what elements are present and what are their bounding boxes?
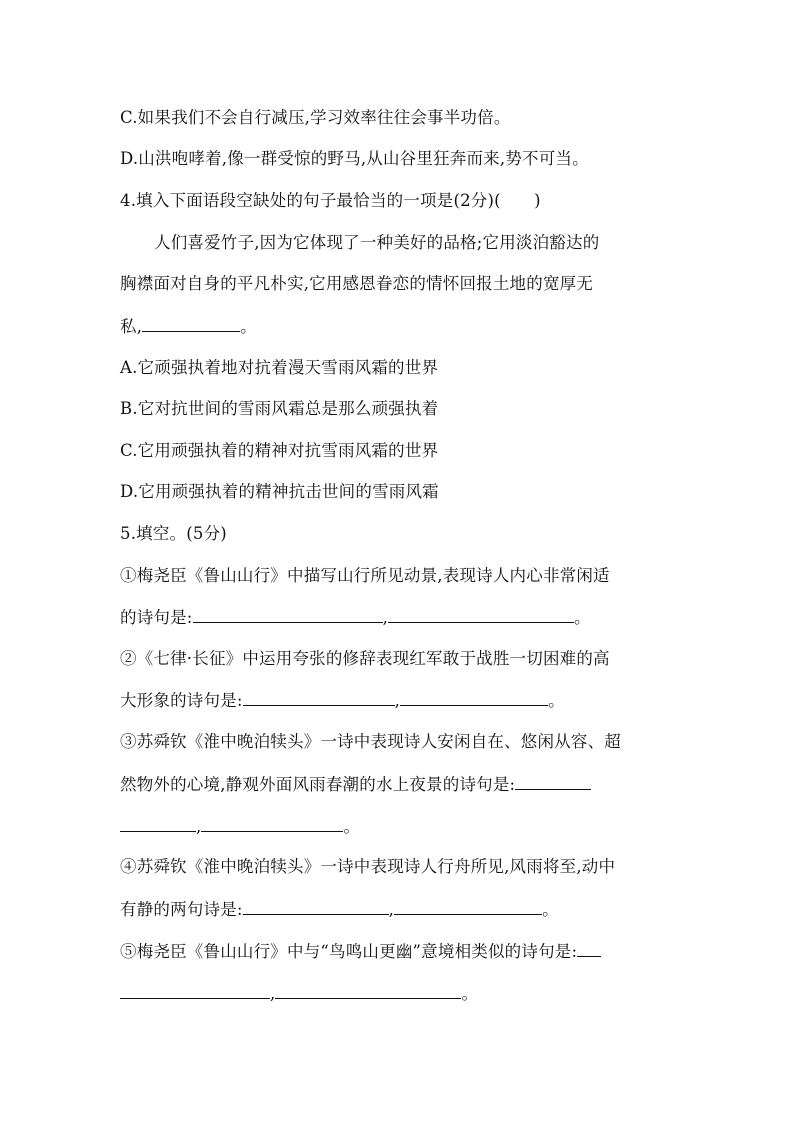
q4-option-a: A.它顽强执着地对抗着漫天雪雨风霜的世界 (120, 358, 439, 377)
q5-item2-line-2 (120, 689, 565, 712)
q5-item1-comma: , (382, 608, 389, 627)
q5-item1-line-2-start: 的诗句是: (120, 608, 193, 627)
q5-item2-line-2-start: 大形象的诗句是: (120, 691, 243, 710)
q5-item2-blank-1[interactable] (243, 689, 395, 706)
q5-item3-line-2-text: 然物外的心境,静观外面风雨春潮的水上夜景的诗句是: (120, 775, 516, 794)
q5-item2-blank-2[interactable] (400, 689, 548, 706)
q5-item2-line-1: ②《七律·长征》中运用夸张的修辞表现红军敢于战胜一切困难的高 (120, 649, 610, 668)
q5-item5-line-1-text: ⑤梅尧臣《鲁山山行》中与“鸟鸣山更幽”意境相类似的诗句是: (120, 942, 578, 961)
q4-passage-line-2: 胸襟面对自身的平凡朴实,它用感恩眷恋的情怀回报土地的宽厚无 (120, 274, 594, 293)
q5-item1-blank-2[interactable] (388, 606, 574, 623)
q5-item4-blank-2[interactable] (394, 898, 542, 915)
q4-stem: 4.填入下面语段空缺处的句子最恰当的一项是(2分)( ) (120, 191, 541, 210)
q4-option-c: C.它用顽强执着的精神对抗雪雨风霜的世界 (120, 441, 439, 460)
q5-item1-line-1: ①梅尧臣《鲁山山行》中描写山行所见动景,表现诗人内心非常闲适 (120, 566, 610, 585)
q5-item3-period: 。 (343, 817, 361, 836)
q5-item1-blank-1[interactable] (193, 606, 383, 623)
q5-item1-period: 。 (574, 608, 591, 627)
q3-option-d: D.山洪咆哮着,像一群受惊的野马,从山谷里狂奔而来,势不可当。 (120, 149, 589, 168)
q5-item4-blank-1[interactable] (243, 898, 389, 915)
q4-answer-blank[interactable] (142, 315, 240, 332)
q5-item4-period: 。 (542, 900, 559, 919)
q5-item3-blank-1a[interactable] (515, 773, 591, 790)
q5-stem: 5.填空。(5分) (120, 524, 227, 543)
q5-item5-comma: , (270, 984, 276, 1003)
q4-passage-line-3 (120, 315, 257, 338)
q4-option-d: D.它用顽强执着的精神抗击世间的雪雨风霜 (120, 482, 439, 501)
q4-passage-line-3-end: 。 (240, 317, 257, 336)
q5-item3-blank-1b[interactable] (120, 815, 196, 832)
q5-item5-line-1 (120, 940, 601, 963)
q4-option-b: B.它对抗世间的雪雨风霜总是那么顽强执着 (120, 399, 439, 418)
q5-item3-comma: , (196, 817, 202, 836)
q5-item4-line-2-start: 有静的两句诗是: (120, 900, 243, 919)
q5-item5-blank-1b[interactable] (120, 982, 270, 999)
q5-item4-line-2 (120, 898, 559, 921)
q5-item3-line-3 (120, 815, 360, 838)
q5-item4-line-1: ④苏舜钦《淮中晚泊犊头》一诗中表现诗人行舟所见,风雨将至,动中 (120, 857, 616, 876)
q4-passage-line-1: 人们喜爱竹子,因为它体现了一种美好的品格;它用淡泊豁达的 (154, 233, 600, 252)
q5-item5-line-2 (120, 982, 478, 1005)
q5-item1-line-2 (120, 606, 591, 629)
q5-item5-blank-1a[interactable] (577, 940, 601, 957)
q5-item3-line-2 (120, 773, 591, 796)
q5-item3-blank-2[interactable] (201, 815, 343, 832)
q5-item5-blank-2[interactable] (275, 982, 461, 999)
q5-item4-comma: , (388, 900, 395, 919)
q3-option-c: C.如果我们不会自行减压,学习效率往往会事半功倍。 (120, 108, 511, 127)
q5-item5-period: 。 (461, 984, 479, 1003)
q5-item2-comma: , (394, 691, 401, 710)
q4-passage-line-3-start: 私, (120, 317, 143, 336)
q5-item2-period: 。 (548, 691, 565, 710)
q5-item3-line-1: ③苏舜钦《淮中晚泊犊头》一诗中表现诗人安闲自在、悠闲从容、超 (120, 732, 621, 751)
